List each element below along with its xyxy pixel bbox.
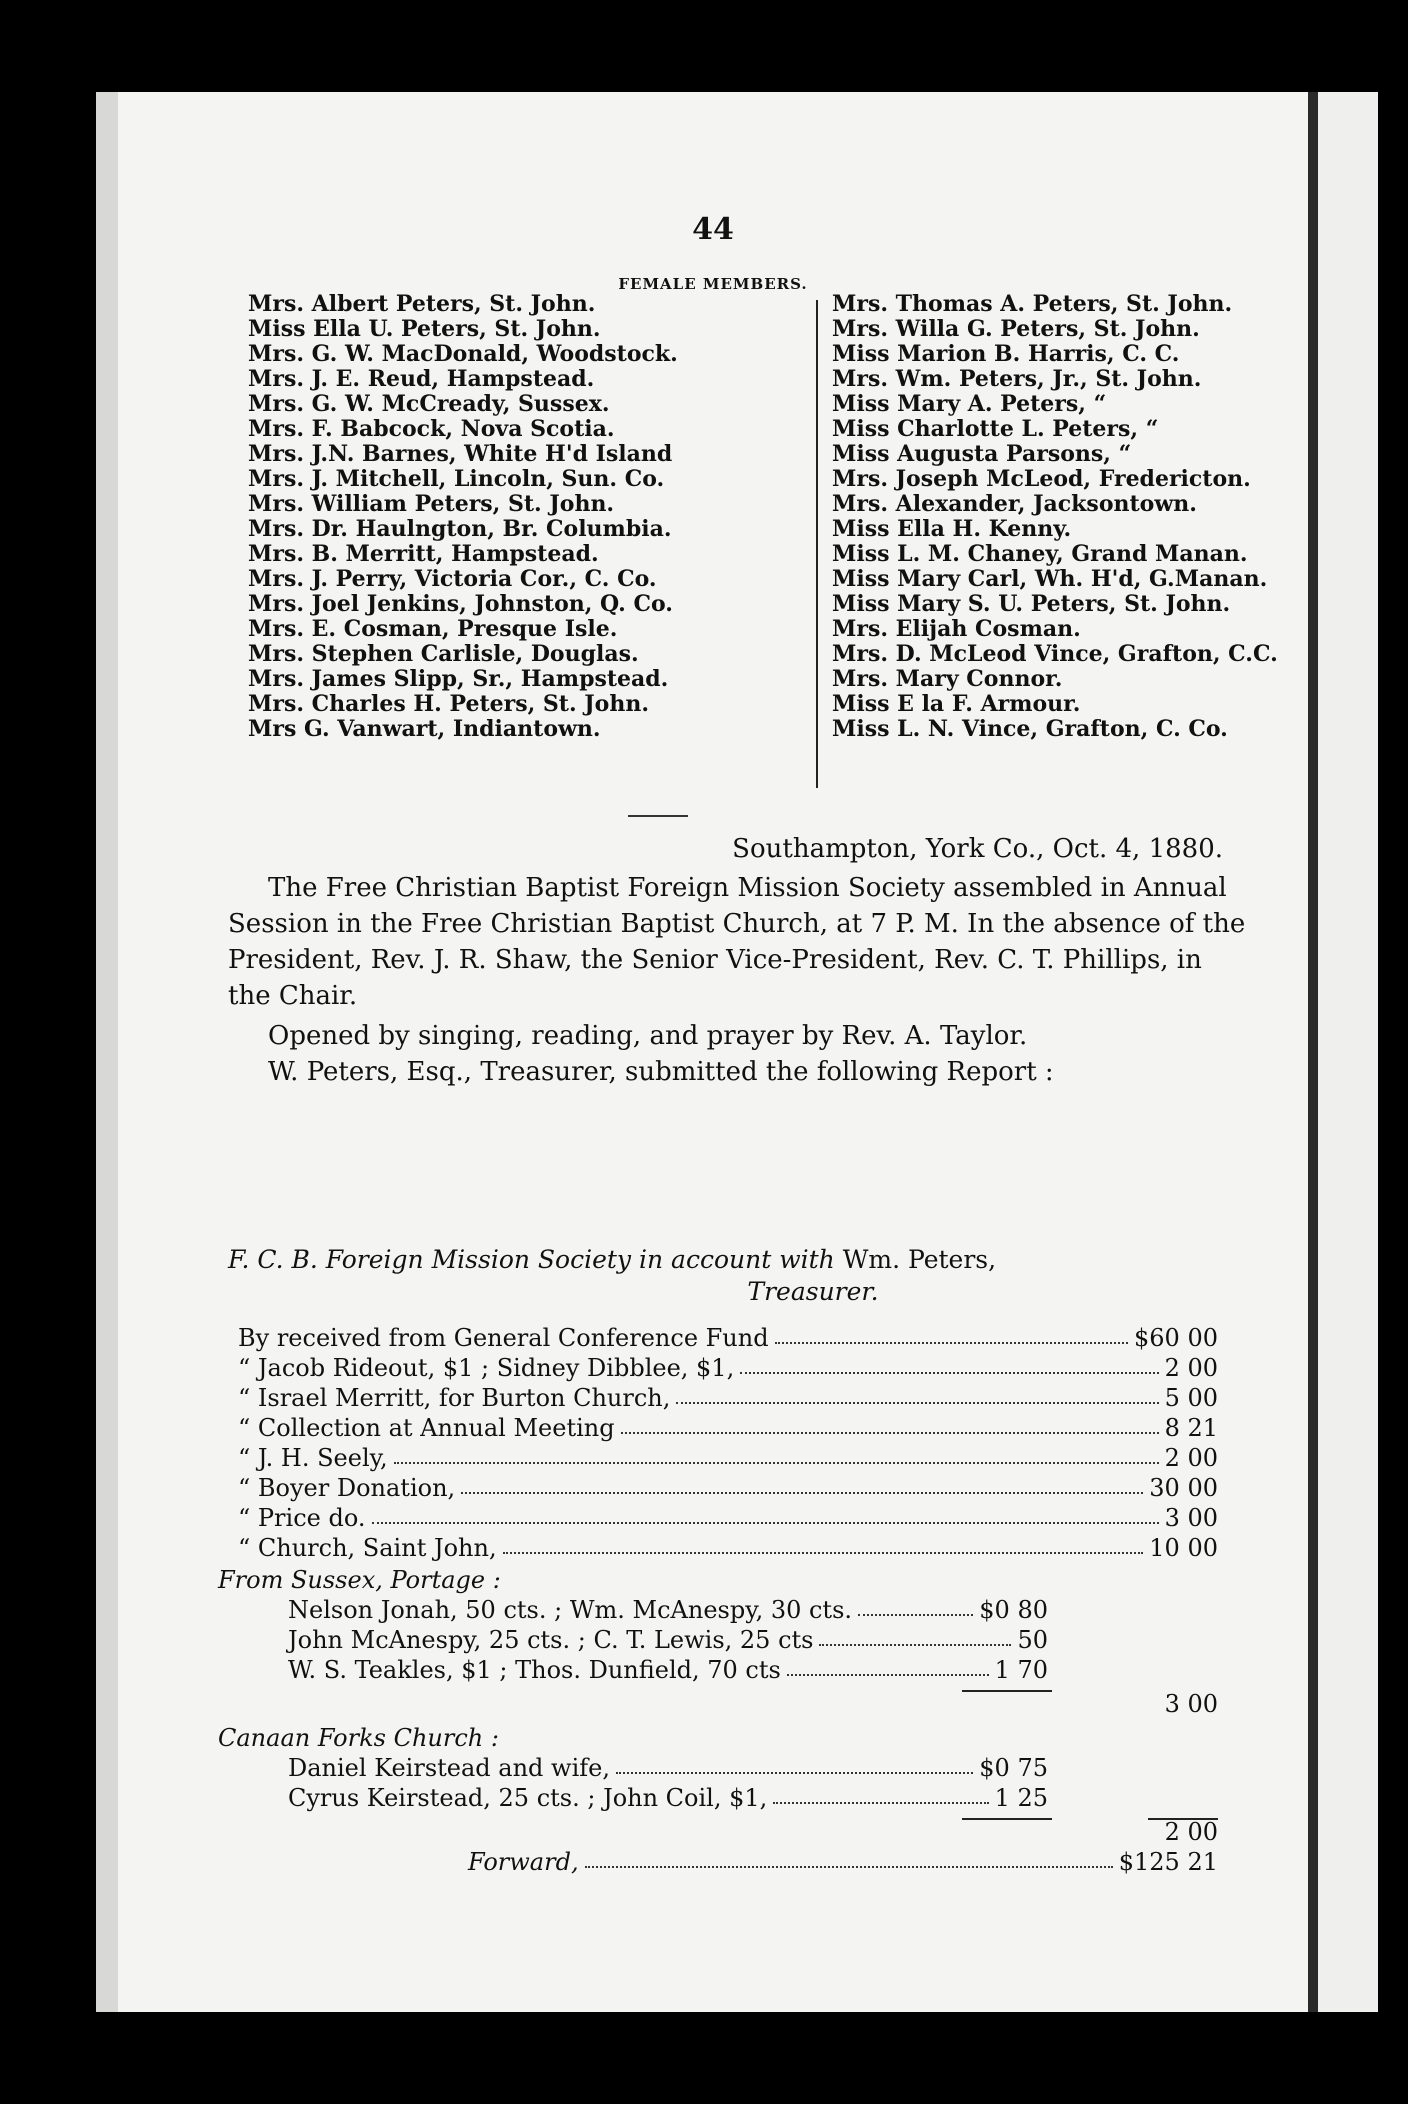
ledger-label: Nelson Jonah, 50 cts. ; Wm. McAnespy, 30 cts. — [288, 1596, 853, 1624]
opening-prayer-line: Opened by singing, reading, and prayer by Rev. A. Taylor. — [268, 1021, 1028, 1051]
ledger-amount: 8 21 — [1164, 1414, 1218, 1442]
ledger-label: John McAnespy, 25 cts. ; C. T. Lewis, 25 cts — [288, 1626, 814, 1654]
member-entry: Mrs. J. E. Reud, Hampstead. — [248, 366, 595, 392]
member-entry: Mrs. Thomas A. Peters, St. John. — [832, 291, 1233, 317]
member-entry: Mrs. J. Perry, Victoria Cor., C. Co. — [248, 566, 657, 592]
section-rule — [628, 815, 688, 817]
ledger-row — [218, 1354, 1258, 1384]
page-number: 44 — [692, 212, 734, 247]
ledger-subheading: Canaan Forks Church : — [218, 1724, 499, 1752]
ledger-amount: 1 25 — [994, 1784, 1048, 1812]
ledger-label: “ Jacob Rideout, $1 ; Sidney Dibblee, $1, — [238, 1354, 735, 1382]
section-title: FEMALE MEMBERS. — [618, 275, 808, 293]
ledger-label: Cyrus Keirstead, 25 cts. ; John Coil, $1, — [288, 1784, 768, 1812]
member-entry: Mrs. Mary Connor. — [832, 666, 1063, 692]
member-entry: Mrs. James Slipp, Sr., Hampstead. — [248, 666, 669, 692]
members-right-column — [822, 292, 1292, 742]
member-entry: Mrs. Willa G. Peters, St. John. — [832, 316, 1200, 342]
member-entry: Miss Augusta Parsons, “ — [832, 441, 1132, 467]
dot-leader — [503, 1534, 1143, 1554]
member-entry: Mrs. Wm. Peters, Jr., St. John. — [832, 366, 1202, 392]
ledger-label: “ J. H. Seely, — [238, 1444, 388, 1472]
ledger-label: Daniel Keirstead and wife, — [288, 1754, 610, 1782]
ledger-amount: $60 00 — [1134, 1324, 1218, 1352]
dot-leader — [819, 1626, 1011, 1646]
member-entry: Miss Ella H. Kenny. — [832, 516, 1072, 542]
dot-leader — [372, 1504, 1159, 1524]
member-entry: Mrs. J. Mitchell, Lincoln, Sun. Co. — [248, 466, 665, 492]
dot-leader — [787, 1656, 989, 1676]
ledger-amount: 50 — [1017, 1626, 1048, 1654]
ledger-amount: 30 00 — [1149, 1474, 1218, 1502]
ledger-label: “ Boyer Donation, — [238, 1474, 456, 1502]
account-heading-title: Treasurer. — [747, 1277, 879, 1306]
document-page — [118, 92, 1308, 2012]
member-entry: Miss Mary A. Peters, “ — [832, 391, 1107, 417]
ledger-amount: $0 80 — [979, 1596, 1048, 1624]
dot-leader — [676, 1384, 1159, 1404]
column-divider — [816, 300, 818, 788]
forward-row — [218, 1848, 1258, 1878]
ledger-row — [218, 1324, 1258, 1354]
ledger-amount: $0 75 — [979, 1754, 1048, 1782]
ledger-label: “ Church, Saint John, — [238, 1534, 497, 1562]
dot-leader — [773, 1784, 989, 1804]
member-entry: Mrs. D. McLeod Vince, Grafton, C.C. — [832, 641, 1278, 667]
opening-paragraph: The Free Christian Baptist Foreign Mission Society assembled in Annual Session in the Free Christian Baptist Church, at 7 P. M. In the absence of the President, Rev. J. R. Shaw, the Senior Vice-President, Rev. C. T. Phillips, in the Chair. — [228, 873, 1246, 1011]
account-heading — [228, 1244, 1248, 1308]
ledger-amount: 2 00 — [1164, 1354, 1218, 1382]
member-entry: Mrs. Joel Jenkins, Johnston, Q. Co. — [248, 591, 673, 617]
ledger-row — [218, 1754, 1258, 1784]
ledger-row — [218, 1656, 1258, 1686]
ledger-label: By received from General Conference Fund — [238, 1324, 769, 1352]
treasurer-line: W. Peters, Esq., Treasurer, submitted the following Report : — [268, 1057, 1054, 1087]
member-entry: Miss Charlotte L. Peters, “ — [832, 416, 1159, 442]
member-entry: Miss Marion B. Harris, C. C. — [832, 341, 1180, 367]
member-entry: Mrs. E. Cosman, Presque Isle. — [248, 616, 618, 642]
member-entry: Mrs. F. Babcock, Nova Scotia. — [248, 416, 615, 442]
member-entry: Mrs. Charles H. Peters, St. John. — [248, 691, 650, 717]
dot-leader — [775, 1324, 1128, 1344]
dot-leader — [858, 1596, 973, 1616]
ledger-amount: 3 00 — [1164, 1504, 1218, 1532]
account-heading-text: F. C. B. Foreign Mission Society in account with — [228, 1245, 835, 1274]
dateline: Southampton, York Co., Oct. 4, 1880. — [732, 834, 1223, 864]
member-entry: Mrs. Elijah Cosman. — [832, 616, 1081, 642]
member-entry: Miss Mary S. U. Peters, St. John. — [832, 591, 1231, 617]
ledger-row — [218, 1504, 1258, 1534]
member-entry: Mrs. Albert Peters, St. John. — [248, 291, 596, 317]
ledger-amount: 2 00 — [1164, 1444, 1218, 1472]
member-entry: Miss L. M. Chaney, Grand Manan. — [832, 541, 1248, 567]
member-entry: Mrs. Joseph McLeod, Fredericton. — [832, 466, 1251, 492]
ledger-row — [218, 1384, 1258, 1414]
subtotal-row — [218, 1818, 1258, 1848]
ledger-row — [218, 1626, 1258, 1656]
ledger-label: “ Collection at Annual Meeting — [238, 1414, 615, 1442]
ledger-amount: 10 00 — [1149, 1534, 1218, 1562]
member-entry: Mrs. Dr. Haulngton, Br. Columbia. — [248, 516, 672, 542]
dot-leader — [461, 1474, 1143, 1494]
member-entry: Mrs. Alexander, Jacksontown. — [832, 491, 1197, 517]
ledger-row — [218, 1534, 1258, 1564]
member-entry: Mrs. J.N. Barnes, White H'd Island — [248, 441, 673, 467]
member-entry: Miss Ella U. Peters, St. John. — [248, 316, 601, 342]
dot-leader — [585, 1848, 1113, 1868]
members-left-column — [248, 292, 708, 742]
dot-leader — [621, 1414, 1159, 1434]
adjacent-page-edge — [1318, 92, 1378, 2012]
ledger-subheading: From Sussex, Portage : — [218, 1566, 501, 1594]
ledger-row — [218, 1444, 1258, 1474]
member-entry: Mrs. B. Merritt, Hampstead. — [248, 541, 599, 567]
member-entry: Miss L. N. Vince, Grafton, C. Co. — [832, 716, 1228, 742]
ledger-amount: $125 21 — [1118, 1848, 1218, 1876]
ledger-amount: 5 00 — [1164, 1384, 1218, 1412]
subtotal-row — [218, 1690, 1258, 1720]
member-entry: Mrs. Stephen Carlisle, Douglas. — [248, 641, 639, 667]
account-heading-name: Wm. Peters, — [842, 1245, 997, 1274]
member-entry: Miss E la F. Armour. — [832, 691, 1081, 717]
member-entry: Mrs. G. W. McCready, Sussex. — [248, 391, 610, 417]
member-entry: Mrs G. Vanwart, Indiantown. — [248, 716, 601, 742]
ledger-row — [218, 1784, 1258, 1814]
member-entry: Mrs. G. W. MacDonald, Woodstock. — [248, 341, 678, 367]
ledger-label: Forward, — [468, 1848, 579, 1876]
dot-leader — [740, 1354, 1159, 1374]
subtotal-amount: 3 00 — [1164, 1690, 1218, 1718]
member-entry: Miss Mary Carl, Wh. H'd, G.Manan. — [832, 566, 1268, 592]
dot-leader — [394, 1444, 1159, 1464]
ledger-row — [218, 1596, 1258, 1626]
ledger-label: W. S. Teakles, $1 ; Thos. Dunfield, 70 cts — [288, 1656, 781, 1684]
ledger-label: “ Price do. — [238, 1504, 366, 1532]
ledger-amount: 1 70 — [994, 1656, 1048, 1684]
members-list — [248, 291, 1278, 912]
subtotal-amount: 2 00 — [1164, 1818, 1218, 1846]
ledger-label: “ Israel Merritt, for Burton Church, — [238, 1384, 671, 1412]
ledger-row — [218, 1414, 1258, 1444]
ledger-row — [218, 1474, 1258, 1504]
member-entry: Mrs. William Peters, St. John. — [248, 491, 615, 517]
dot-leader — [616, 1754, 973, 1774]
